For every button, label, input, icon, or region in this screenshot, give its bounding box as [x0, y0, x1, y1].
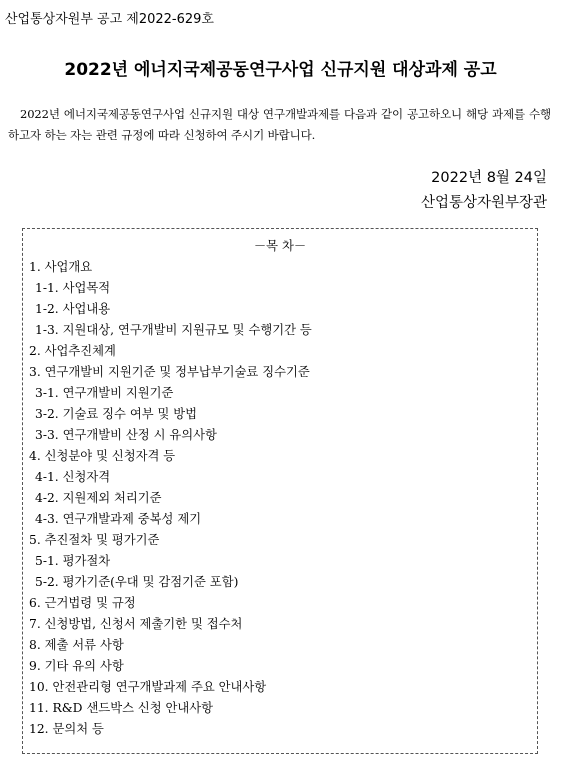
document-title: 2022년 에너지국제공동연구사업 신규지원 대상과제 공고 — [64, 60, 497, 80]
toc-item: 2. 사업추진체계 — [29, 344, 116, 358]
toc-item: 4-3. 연구개발과제 중복성 제기 — [35, 512, 202, 526]
toc-item: 7. 신청방법, 신청서 제출기한 및 접수처 — [29, 617, 243, 631]
toc-item: 11. R&D 샌드박스 신청 안내사항 — [29, 701, 214, 715]
toc-item: 4-1. 신청자격 — [35, 470, 111, 484]
issuer-name: 산업통상자원부장관 — [420, 195, 547, 211]
toc-item: 1. 사업개요 — [29, 260, 93, 274]
toc-item: 3. 연구개발비 지원기준 및 정부납부기술료 징수기준 — [29, 365, 310, 379]
table-of-contents — [22, 228, 538, 754]
intro-paragraph: 2022년 에너지국제공동연구사업 신규지원 대상 연구개발과제를 다음과 같이 공고하오니 해당 과제를 수행하고자 하는 자는 관련 규정에 따라 신청하여 주시기 바랍니다. — [8, 107, 551, 142]
toc-item: 5. 추진절차 및 평가기준 — [29, 533, 160, 547]
toc-item: 4. 신청분야 및 신청자격 등 — [29, 449, 176, 463]
notice-number: 산업통상자원부 공고 제2022-629호 — [5, 12, 214, 27]
toc-item: 3-1. 연구개발비 지원기준 — [35, 386, 174, 400]
toc-item: 12. 문의처 등 — [29, 722, 104, 736]
toc-item: 1-2. 사업내용 — [35, 302, 111, 316]
toc-item: 10. 안전관리형 연구개발과제 주요 안내사항 — [29, 680, 267, 694]
toc-item: 8. 제출 서류 사항 — [29, 638, 124, 652]
announcement-date: 2022년 8월 24일 — [431, 170, 547, 186]
toc-list — [23, 257, 537, 740]
toc-item: 5-2. 평가기준(우대 및 감점기준 포함) — [35, 575, 239, 589]
toc-item: 9. 기타 유의 사항 — [29, 659, 124, 673]
toc-item: 4-2. 지원제외 처리기준 — [35, 491, 162, 505]
toc-item: 6. 근거법령 및 규정 — [29, 596, 136, 610]
toc-item: 5-1. 평가절차 — [35, 554, 111, 568]
toc-item: 3-3. 연구개발비 산정 시 유의사항 — [35, 428, 217, 442]
toc-item: 3-2. 기술료 징수 여부 및 방법 — [35, 407, 198, 421]
toc-item: 1-3. 지원대상, 연구개발비 지원규모 및 수행기간 등 — [35, 323, 312, 337]
toc-item: 1-1. 사업목적 — [35, 281, 111, 295]
toc-heading: －목 차－ — [253, 239, 307, 253]
